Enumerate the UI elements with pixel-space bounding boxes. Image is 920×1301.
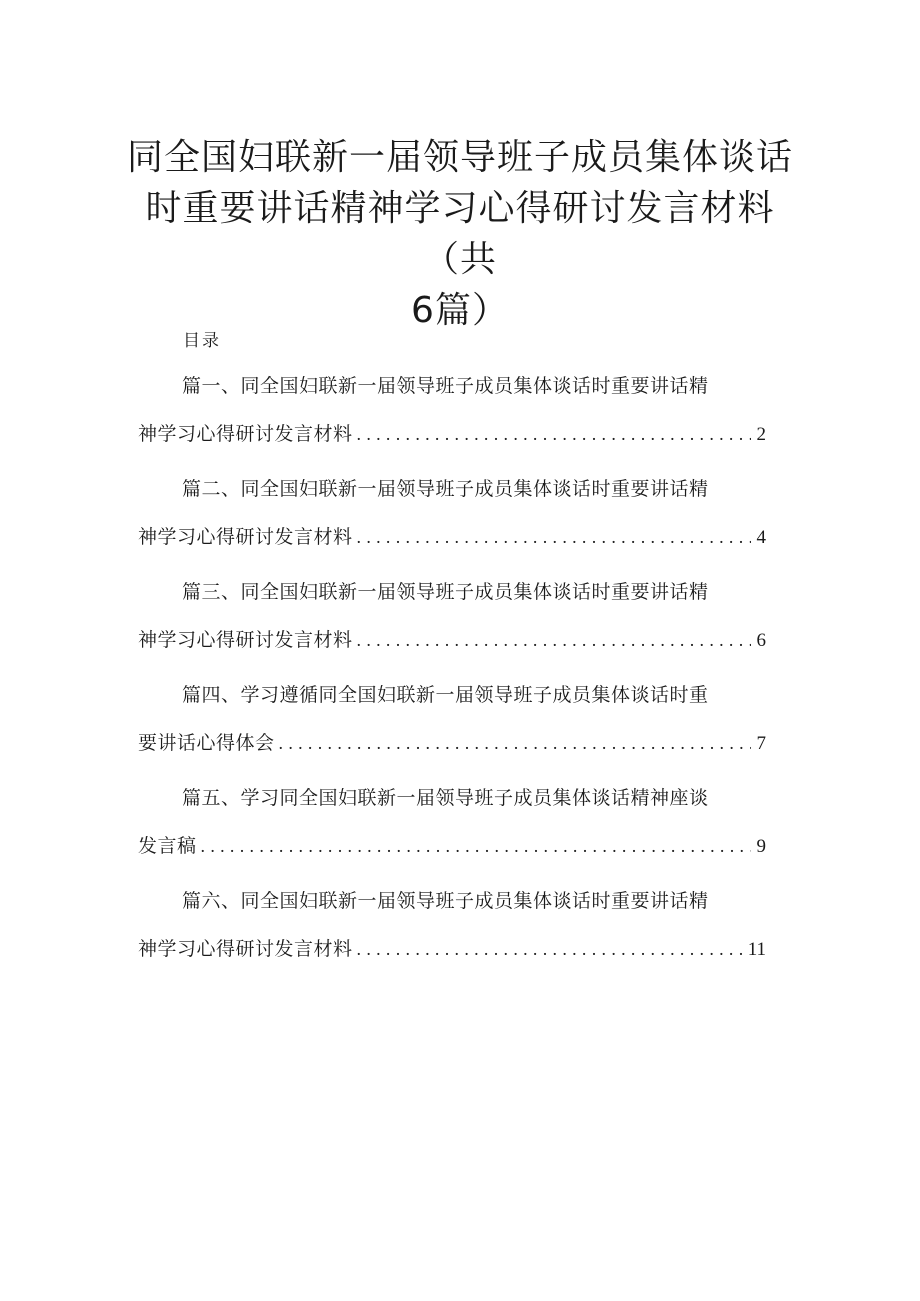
toc-entry-title: 篇五、学习同全国妇联新一届领导班子成员集体谈话精神座谈 [182,787,709,809]
dot-leader [357,620,751,660]
title-line-1: 同全国妇联新一届领导班子成员集体谈话 [126,137,793,178]
toc-page-number: 9 [756,836,766,857]
dot-leader [357,517,751,557]
toc-page-number: 7 [756,733,766,754]
toc-entry-4[interactable] [138,675,766,778]
toc-entry-6[interactable] [138,881,766,984]
title-line-3: 6篇） [411,290,509,331]
toc-entry-title-cont: 要讲话心得体会 [138,732,275,754]
dot-leader [201,826,751,866]
toc-page-number: 11 [747,939,766,960]
dot-leader [357,929,742,969]
toc-entry-title: 篇二、同全国妇联新一届领导班子成员集体谈话时重要讲话精 [182,478,709,500]
toc-entry-1[interactable] [138,366,766,469]
toc-entry-3[interactable] [138,572,766,675]
toc-entry-title: 篇四、学习遵循同全国妇联新一届领导班子成员集体谈话时重 [182,684,709,706]
toc-entry-title-cont: 神学习心得研讨发言材料 [138,526,353,548]
toc-entry-5[interactable] [138,778,766,881]
toc-page-number: 4 [756,527,766,548]
dot-leader [357,414,751,454]
table-of-contents [138,366,766,984]
toc-entry-title: 篇一、同全国妇联新一届领导班子成员集体谈话时重要讲话精 [182,375,709,397]
toc-entry-title: 篇三、同全国妇联新一届领导班子成员集体谈话时重要讲话精 [182,581,709,603]
toc-entry-title-cont: 神学习心得研讨发言材料 [138,629,353,651]
toc-heading: 目录 [183,331,221,351]
toc-entry-title-cont: 发言稿 [138,835,197,857]
document-title [120,132,800,336]
dot-leader [279,723,751,763]
toc-entry-title-cont: 神学习心得研讨发言材料 [138,423,353,445]
toc-entry-2[interactable] [138,469,766,572]
toc-entry-title-cont: 神学习心得研讨发言材料 [138,938,353,960]
toc-page-number: 6 [756,630,766,651]
toc-entry-title: 篇六、同全国妇联新一届领导班子成员集体谈话时重要讲话精 [182,890,709,912]
toc-page-number: 2 [756,424,766,445]
title-line-2: 时重要讲话精神学习心得研讨发言材料（共 [145,188,775,280]
